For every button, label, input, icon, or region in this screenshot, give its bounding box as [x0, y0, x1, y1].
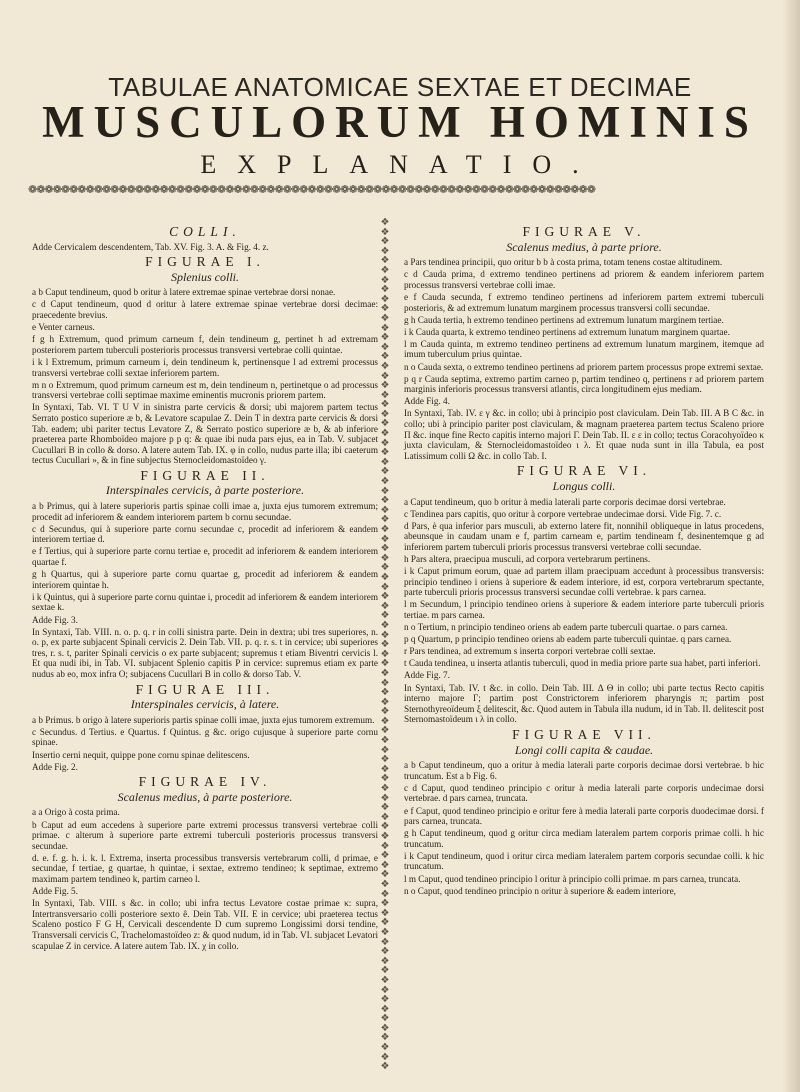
paragraph: a a Origo à costa prima.: [32, 807, 120, 818]
page-edge-shadow: [782, 0, 800, 1092]
paragraph: i k Cauda quarta, k extremo tendineo pertinens ad extremum lunatum marginem quartae.: [404, 326, 730, 337]
paragraph: n o Cauda sexta, o extremo tendineo pertinens ad priorem partem processus prope extremi sextae.: [404, 361, 764, 372]
paragraph: Adde Fig. 7.: [404, 670, 450, 681]
section-subtitle: Longi colli capita & caudae.: [514, 742, 654, 757]
paragraph: a Pars tendinea principii, quo oritur b b à costa prima, totam tenens costae altitudinem.: [404, 257, 723, 268]
paragraph: a b Caput tendineum, quo a oritur à media laterali parte corporis decimae dorsi vertebrae. b hic truncatum. Est a b Fig. 6.: [404, 760, 764, 781]
section-title: FIGURAE VI.: [516, 463, 652, 479]
paragraph: a Caput tendineum, quo b oritur à media laterali parte corporis decimae dorsi vertebrae.: [404, 496, 726, 507]
paragraph: g h Quartus, qui à superiore parte cornu quartae g, procedit ad inferiorem & eandem interiorem quintae h.: [32, 569, 378, 590]
paragraph: In Syntaxi, Tab. VIII. s &c. in collo; ubi infra tectus Levatore costae primae κ: supra, Intertransversario colli posteriore sexto ê. Dein Tab. VII. E in cervice; ubi praeterea tectus Scaleno postico F G H, Cervicali descendente D cum supremo Longissimi dorsi tendine, Transversali cervicis C, Trachelomastoïdeo z: & quod nudum, id in Tab. VI. subjacet Levatori scapulae Z in cervice. A latere autem Tab. IX. χ in collo.: [32, 898, 378, 951]
left-column: [32, 222, 378, 953]
paragraph: c d Secundus, qui à superiore parte cornu secundae c, procedit ad inferiorem & eandem interiorem tertiae d.: [32, 523, 378, 545]
section-title: FIGURAE VII.: [512, 726, 656, 742]
paragraph: i k l Extremum, primum carneum i, dein tendineum k, pertinensque l ad extremi processus transversi vertebrae colli sextae inferiorem partem.: [32, 356, 378, 378]
paragraph: f g h Extremum, quod primum carneum f, dein tendineum g, pertinet h ad extremam posteriorem partem tuberculi posterioris processus transversi vertebrae colli quintae.: [32, 334, 378, 355]
paragraph: p q r Cauda septima, extremo partim carneo p, partim tendineo q, pertinens r ad priorem partem marginis inferioris processus transversi atlantis, circa longitudinem ejus mediam.: [404, 373, 764, 395]
paragraph: i k Caput primum eorum, quae ad partem illam praecipuam accedunt à processibus transversis: principio tendineo i oriens à superiore & eadem interiore, id est, corpora vertebrarum spectante, parte tuberculi prioris processus transversi secundae colli vertebrae. k pars carnea.: [404, 566, 764, 598]
paragraph: e f Cauda secunda, f extremo tendineo pertinens ad inferiorem partem extremi tuberculi posterioris, & ad extremum lunatum marginem processus transversi colli secundae.: [404, 291, 764, 313]
paragraph: c Secundus. d Tertius. e Quartus. f Quintus. g &c. origo cujusque à superiore parte cornu spinae.: [32, 726, 378, 748]
section-subtitle: Scalenus medius, à parte posteriore.: [117, 789, 293, 804]
paragraph: a b Caput tendineum, quod b oritur à latere extremae spinae vertebrae dorsi nonae.: [32, 287, 336, 298]
top-title: TABULAE ANATOMICAE SEXTAE ET DECIMAE: [108, 72, 692, 102]
section-subtitle: Interspinales cervicis, à latere.: [130, 697, 280, 712]
section-title: COLLI.: [169, 224, 241, 239]
paragraph: i k Quintus, qui à superiore parte cornu quintae i, procedit ad inferiorem & eandem interiorem sextae k.: [32, 591, 378, 613]
paragraph: c d Cauda prima, d extremo tendineo pertinens ad priorem & eandem inferiorem partem processus transversi vertebrae colli imae.: [404, 269, 764, 290]
paragraph: Adde Cervicalem descendentem, Tab. XV. Fig. 3. A. & Fig. 4. z.: [32, 241, 269, 252]
section-subtitle: Longus colli.: [552, 478, 616, 493]
paragraph: Adde Fig. 4.: [404, 396, 450, 407]
section-title: FIGURAE II.: [140, 467, 270, 483]
paragraph: n o Tertium, n principio tendineo oriens ab eadem parte tuberculi quartae. o pars carnea.: [404, 622, 728, 633]
paragraph: Insertio cerni nequit, quippe pone cornu spinae delitescens.: [32, 749, 250, 760]
paragraph: h Pars altera, praecipua musculi, ad corpora vertebrarum pertinens.: [404, 554, 651, 565]
paragraph: m n o Extremum, quod primum carneum est m, dein tendineum n, pertinetque o ad processus transversi vertebrae colli septimae maxime eminentis mucronis priorem partem.: [32, 379, 378, 401]
paragraph: i k Caput tendineum, quod i oritur circa mediam lateralem partem corporis secundae colli. k hic truncatum.: [404, 850, 764, 872]
paragraph: g h Cauda tertia, h extremo tendineo pertinens ad extremum lunatum marginem tertiae.: [404, 314, 724, 325]
section-title: FIGURAE V.: [522, 224, 646, 239]
paragraph: Adde Fig. 2.: [32, 761, 78, 772]
section-title: FIGURAE I.: [145, 254, 265, 270]
section-title: FIGURAE III.: [135, 681, 275, 697]
paragraph: a b Primus, qui à latere superioris partis spinae colli imae a, juxta ejus tumorem extremum; procedit ad inferiorem & eandem interiorem partem b cornu secundae.: [32, 501, 378, 522]
paragraph: n o Caput, quod tendineo principio n oritur à superiore & eadem interiore,: [404, 885, 676, 896]
right-column: [404, 222, 764, 898]
section-subtitle: Interspinales cervicis, à parte posteriore.: [105, 483, 305, 498]
paragraph: t Cauda tendinea, u inserta atlantis tuberculi, quod in media priore parte sua habet, parti inferiori.: [404, 658, 761, 669]
paragraph: c Tendinea pars capitis, quo oritur à corpore vertebrae undecimae dorsi. Vide Fig. 7. c.: [404, 508, 722, 519]
paragraph: e f Caput, quod tendineo principio e oritur fere à media laterali parte corporis duodecimae dorsi. f pars carnea, truncata.: [404, 805, 764, 827]
sub-title: EXPLANATIO.: [200, 150, 600, 179]
paragraph: Adde Fig. 3.: [32, 614, 78, 625]
paragraph: c d Caput tendineum, quod d oritur à latere extremae spinae vertebrae dorsi decimae: praecedente brevius.: [32, 299, 378, 321]
paragraph: In Syntaxi, Tab. IV. ε γ &c. in collo; ubi à principio post claviculam. Dein Tab. III. A B C &c. in collo; ubi à principio pariter post claviculam, & magnam praeterea partem tectus Scaleno priore Π &c. inque fine Recto capitis interno majori Γ. Dein Tab. II. ε ε in collo; tectus Coracohyoïdeo κ juxta claviculam, & Sternocleidomastoïdeo ι λ. Et quae nuda sunt in illa Tabula, ea post Latissimum colli Ω &c. in collo Tab. I.: [404, 408, 764, 461]
section-title: FIGURAE IV.: [138, 774, 272, 790]
paragraph: Adde Fig. 5.: [32, 886, 78, 897]
paragraph: In Syntaxi, Tab. VI. T U V in sinistra parte cervicis & dorsi; ubi majorem partem tectus Serrato postico superiore æ b, & Levatore scapulae Z. Dein T in dextra parte cervicis & dorsi Tab. eadem; ubi pariter tectus Levatore Z, & Serrato postico superiore æ b, & ab inferiore praeterea parte Rhomboïdeo majore p p q: & quae ibi nuda pars ejus, ea in Tab. V. subjacet Cucullari B in collo & dorso. A latere autem Tab. IX. φ in collo, nudus parte illa; ibi caeterum tectus Cucullari », & in fine subjectus Sternocleidomastoïdeo γ.: [32, 402, 378, 466]
paragraph: e f Tertius, qui à superiore parte cornu tertiae e, procedit ad inferiorem & eandem interiorem quartae f.: [32, 546, 378, 568]
paragraph: In Syntaxi, Tab. IV. t &c. in collo. Dein Tab. III. Δ Θ in collo; ubi parte tectus Recto capitis interno majore Γ; partim post Constrictorem inferiorem pharyngis π; partim post Sternothyreoïdeum ξ delitescit, &c. Quod autem in Tabula illa nudum, id in Tab. II. delitescit post Sternomastoïdeum ι λ in collo.: [404, 682, 764, 725]
paragraph: e Venter carneus.: [32, 322, 95, 333]
paragraph: d. e. f. g. h. i. k. l. Extrema, inserta processibus transversis vertebrarum colli, d primae, e secundae, f tertiae, g quartae, h quintae, i sextae, extremo tendineo; k septimae, extremo maximam partem tendineo k, partim carneo l.: [32, 852, 378, 884]
paragraph: d Pars, è qua inferior pars musculi, ab externo latere fit, nonnihil obliqueque in latus procedens, abeunsque in caudam unam e f, partim carneam e, partim tendineam f, desinentemque g ad inferiorem partem tuberculi prioris processus transversi vertebrae colli secundae.: [404, 520, 764, 552]
paragraph: g h Caput tendineum, quod g oritur circa mediam lateralem partem corporis primae colli. h hic truncatum.: [404, 828, 764, 849]
paragraph: l m Secundum, l principio tendineo oriens à superiore & eadem interiore parte tuberculi prioris tertiae. m pars carnea.: [404, 599, 764, 620]
main-title: MUSCULORUM HOMINIS: [42, 97, 758, 147]
section-subtitle: Scalenus medius, à parte priore.: [506, 239, 662, 254]
ornament-band-icon: ❁❁❁❁❁❁❁❁❁❁❁❁❁❁❁❁❁❁❁❁❁❁❁❁❁❁❁❁❁❁❁❁❁❁❁❁❁❁❁❁❁❁❁❁❁❁❁❁❁❁❁❁❁❁❁❁❁❁❁❁❁❁❁❁❁❁❁❁❁: [28, 183, 595, 196]
paragraph: l m Cauda quinta, m extremo tendineo pertinens ad extremum lunatum marginem, itemque ad imum tuberculum prius quintae.: [404, 338, 764, 360]
section-subtitle: Splenius colli.: [171, 269, 239, 284]
paragraph: In Syntaxi, Tab. VIII. n. o. p. q. r in colli sinistra parte. Dein in dextra; ubi tres superiores, n. o. p, ex parte subjacent Spinali cervicis 2. Dein Tab. VII. p. q. r. s. t in cervice; ubi superiores tres, r. s. t, pariter Spinali cervicis o ex parte subjacent; supremus t etiam Biventri cervicis l. Et qua nudi ibi, in Tab. VI. subjacent Splenio capitis P in cervice: supremus etiam ex parte nudus ab eo, mox infra O; subjacens Cucullari B in collo & dorso Tab. V.: [32, 626, 378, 679]
paragraph: a b Primus. b origo à latere superioris partis spinae colli imae, juxta ejus tumorem extremum.: [32, 714, 375, 725]
paragraph: b Caput ad eum accedens à superiore parte extremi processus transversi vertebrae colli primae. c alterum à superiore parte extremi tuberculi posterioris processus transversi secundae.: [32, 819, 378, 851]
paragraph: c d Caput, quod tendineo principio c oritur à media laterali parte corporis undecimae dorsi vertebrae. d pars carnea, truncata.: [404, 782, 764, 804]
paragraph: r Pars tendinea, ad extremum s inserta corpori vertebrae colli sextae.: [404, 646, 656, 657]
column-divider-ornament-icon: ❖ ❖ ❖ ❖ ❖ ❖ ❖ ❖ ❖ ❖ ❖ ❖ ❖ ❖ ❖ ❖ ❖ ❖ ❖ ❖ ❖ ❖ ❖ ❖ ❖ ❖ ❖ ❖ ❖ ❖ ❖ ❖ ❖ ❖ ❖ ❖ ❖ ❖ ❖ ❖ ❖ ❖ ❖ ❖ ❖ ❖ ❖ ❖ ❖ ❖ ❖ ❖ ❖ ❖ ❖ ❖ ❖ ❖ ❖ ❖ ❖ ❖ ❖ ❖ ❖ ❖ ❖ ❖ ❖ ❖ ❖ ❖ ❖ ❖ ❖ ❖ ❖ ❖ ❖ ❖ ❖ ❖ ❖ ❖ ❖ ❖ ❖ ❖ ❖: [380, 218, 390, 1073]
paragraph: p q Quartum, p principio tendineo oriens ab eadem parte tuberculi quintae. q pars carnea.: [404, 634, 732, 645]
paragraph: l m Caput, quod tendineo principio l oritur à principio colli primae. m pars carnea, truncata.: [404, 873, 741, 884]
